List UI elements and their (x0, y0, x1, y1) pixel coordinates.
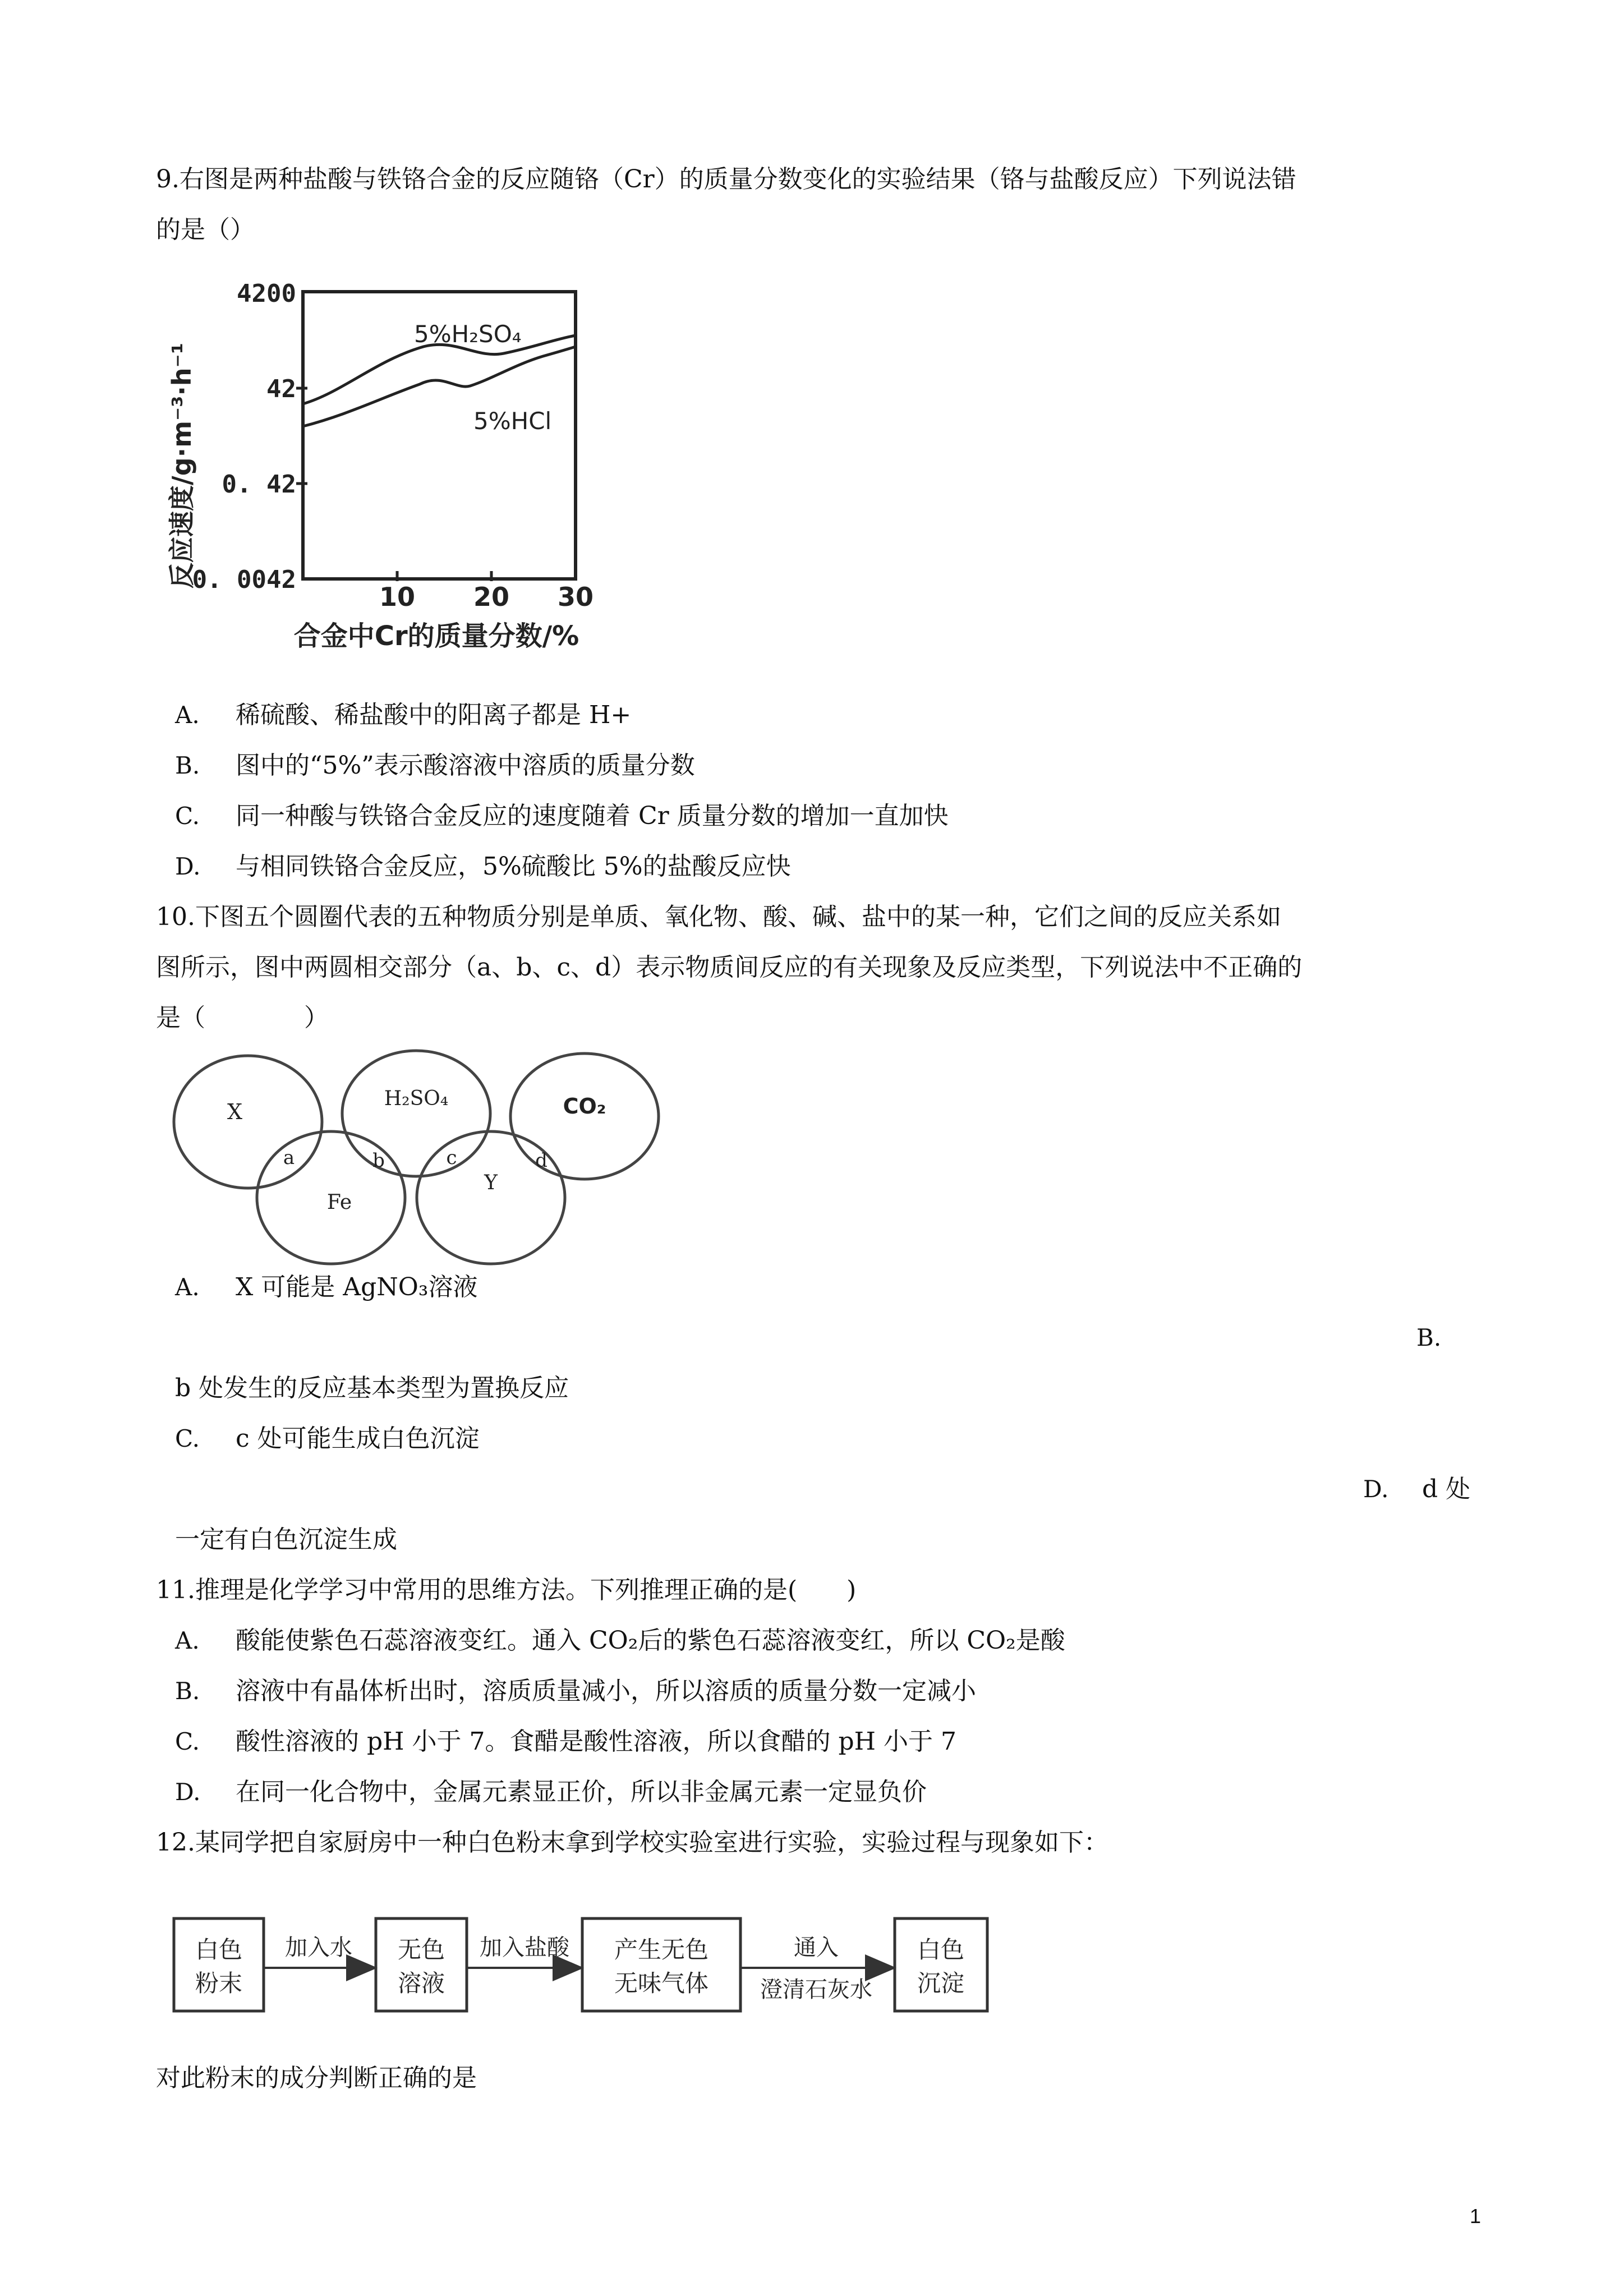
flow-box-white-powder (174, 1918, 264, 2011)
q11-option-a-letter: A. (175, 1627, 200, 1654)
flow-box-colorless-solution (376, 1918, 467, 2011)
q10-stem-line1: 10.下图五个圆圈代表的五种物质分别是单质、氧化物、酸、碱、盐中的某一种，它们之间的反应关系如 (156, 903, 1281, 931)
chart-ytick-1: 4200 (237, 279, 296, 308)
circle-label-x: X (227, 1099, 243, 1124)
flow-arrow2-label: 加入盐酸 (480, 1935, 569, 1961)
q11-option-c-text: 酸性溶液的 pH 小于 7。食醋是酸性溶液，所以食醋的 pH 小于 7 (236, 1727, 956, 1756)
q9-stem-line1: 9.右图是两种盐酸与铁铬合金的反应随铬（Cr）的质量分数变化的实验结果（铬与盐酸反应）下列说法错 (156, 165, 1296, 194)
circle-x (174, 1056, 322, 1188)
intersection-c: c (446, 1147, 457, 1169)
flow-arrow3-label-bottom: 澄清石灰水 (760, 1977, 872, 2003)
intersection-a: a (283, 1147, 295, 1169)
page-number: 1 (1470, 2205, 1482, 2228)
q12-tail: 对此粉末的成分判断正确的是 (156, 2064, 477, 2092)
q10-stem-line2: 图所示，图中两圆相交部分（a、b、c、d）表示物质间反应的有关现象及反应类型，下列说法中不正确的 (156, 953, 1303, 982)
flow-box4-line1: 白色 (917, 1936, 965, 1963)
flow-box-gas (582, 1918, 740, 2011)
flow-box4-line2: 沉淀 (917, 1970, 965, 1997)
chart-ylabel: 反应速度/g·m⁻³·h⁻¹ (167, 342, 197, 589)
q11-option-c-letter: C. (175, 1728, 200, 1755)
circle-label-co2: CO₂ (563, 1094, 606, 1119)
circle-label-fe: Fe (326, 1191, 352, 1214)
series-label-h2so4: 5%H₂SO₄ (414, 320, 522, 348)
q11-option-d-letter: D. (175, 1778, 201, 1806)
flow-box3-line2: 无味气体 (614, 1970, 709, 1997)
flow-arrow1-label: 加入水 (285, 1935, 352, 1961)
q11-option-b-letter: B. (175, 1677, 200, 1705)
flow-box2-line2: 溶液 (397, 1970, 445, 1997)
q10-option-b-text: b 处发生的反应基本类型为置换反应 (175, 1374, 569, 1402)
circle-label-y: Y (484, 1171, 498, 1194)
flow-box3-line1: 产生无色 (614, 1936, 709, 1963)
q9-option-b-letter: B. (175, 752, 200, 779)
q11-option-a-text: 酸能使紫色石蕊溶液变红。通入 CO₂后的紫色石蕊溶液变红，所以 CO₂是酸 (236, 1626, 1065, 1655)
q10-option-d-text-cont: 一定有白色沉淀生成 (175, 1525, 397, 1554)
q10-option-b-letter: B. (1416, 1324, 1442, 1351)
intersection-d: d (535, 1149, 548, 1172)
circle-h2so4 (342, 1051, 490, 1176)
q10-option-a-letter: A. (175, 1273, 200, 1301)
q11-stem: 11.推理是化学学习中常用的思维方法。下列推理正确的是( ) (156, 1576, 857, 1604)
q9-stem-line2: 的是（） (156, 215, 255, 244)
q10-option-d-text-right: d 处 (1422, 1475, 1471, 1503)
q9-option-c-letter: C. (175, 802, 200, 830)
chart-xtick-2: 20 (473, 582, 510, 612)
q9-option-a-letter: A. (175, 701, 200, 729)
chart-xtick-3: 30 (557, 582, 594, 612)
q9-option-c-text: 同一种酸与铁铬合金反应的速度随着 Cr 质量分数的增加一直加快 (236, 802, 949, 830)
chart-ytick-3: 0. 42 (222, 470, 296, 499)
q9-option-d-letter: D. (175, 853, 201, 880)
chart-xtick-1: 10 (379, 582, 416, 612)
q10-option-c-text: c 处可能生成白色沉淀 (236, 1424, 480, 1453)
q12-stem: 12.某同学把自家厨房中一种白色粉末拿到学校实验室进行实验，实验过程与现象如下： (156, 1828, 1108, 1857)
q12-experiment-flowchart (168, 1907, 1004, 2019)
q9-option-d-text: 与相同铁铬合金反应，5%硫酸比 5%的盐酸反应快 (236, 852, 791, 881)
q10-five-circle-diagram (168, 1049, 673, 1285)
chart-xlabel: 合金中Cr的质量分数/% (293, 620, 579, 652)
flow-box2-line1: 无色 (397, 1936, 445, 1963)
chart-ytick-4: 0. 0042 (192, 565, 296, 594)
q10-option-a-text: X 可能是 AgNO₃溶液 (236, 1273, 478, 1301)
flow-box-white-precipitate (895, 1918, 987, 2011)
q10-option-c-letter: C. (175, 1425, 200, 1452)
q9-reaction-rate-chart (156, 264, 605, 656)
q10-stem-line3: 是（ ） (156, 1004, 329, 1032)
series-label-hcl: 5%HCl (473, 407, 552, 435)
flow-box1-line1: 白色 (195, 1936, 243, 1963)
q10-option-d-letter: D. (1363, 1475, 1389, 1503)
q11-option-d-text: 在同一化合物中，金属元素显正价，所以非金属元素一定显负价 (236, 1778, 927, 1806)
circle-label-h2so4: H₂SO₄ (384, 1087, 449, 1110)
flow-arrow3-label-top: 通入 (794, 1935, 839, 1961)
q9-option-a-text: 稀硫酸、稀盐酸中的阳离子都是 H+ (236, 701, 632, 729)
chart-ytick-2: 42 (266, 375, 296, 403)
q9-option-b-text: 图中的“5%”表示酸溶液中溶质的质量分数 (236, 751, 695, 780)
intersection-b: b (372, 1149, 385, 1172)
q11-option-b-text: 溶液中有晶体析出时，溶质质量减小，所以溶质的质量分数一定减小 (236, 1677, 976, 1705)
flow-box1-line2: 粉末 (195, 1970, 243, 1997)
